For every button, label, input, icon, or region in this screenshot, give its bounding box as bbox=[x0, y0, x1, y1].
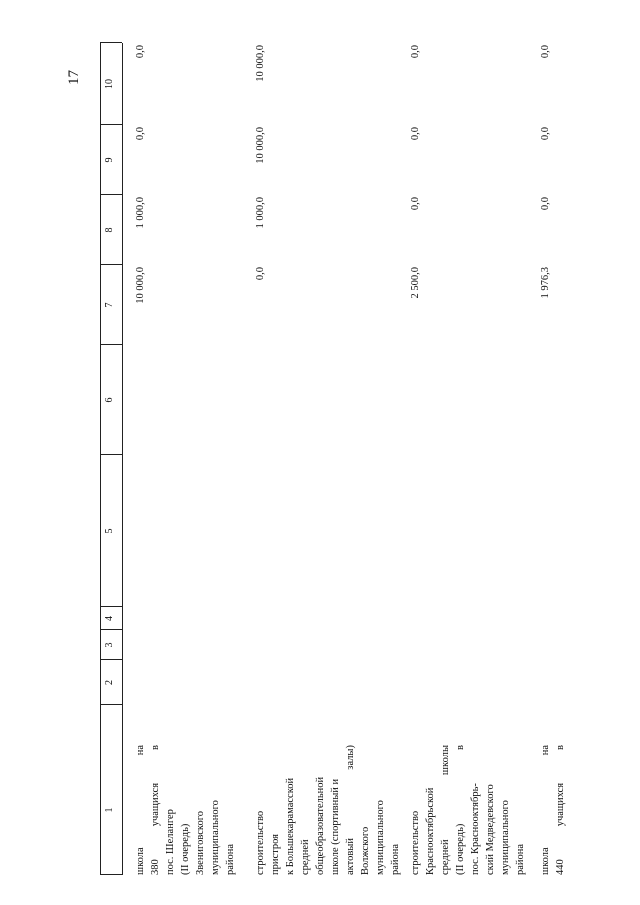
header-column-divider bbox=[100, 874, 122, 875]
description-line bbox=[438, 745, 453, 875]
description-text: школе (спортивный и bbox=[330, 778, 341, 875]
description-text: к Большекарамасской bbox=[285, 777, 296, 875]
column-number: 3 bbox=[104, 642, 115, 648]
description-text: общеобразовательной bbox=[315, 776, 326, 875]
row-description bbox=[133, 745, 238, 875]
table-cell-value: 10 000,0 bbox=[255, 45, 266, 82]
description-line bbox=[423, 745, 438, 875]
table-cell-value: 1 000,0 bbox=[135, 197, 146, 229]
description-line bbox=[163, 745, 178, 875]
description-line bbox=[388, 745, 403, 875]
column-number: 2 bbox=[104, 680, 115, 685]
description-text: (II очередь) bbox=[180, 823, 191, 875]
description-text: района bbox=[390, 843, 401, 875]
column-number: 7 bbox=[104, 302, 115, 308]
description-text: пос. Краснооктябрь- bbox=[470, 783, 481, 875]
description-text: залы) bbox=[345, 745, 356, 770]
description-text: района bbox=[515, 843, 526, 875]
description-line bbox=[253, 745, 268, 875]
description-text: муниципального bbox=[210, 800, 221, 875]
description-text: средней bbox=[440, 839, 451, 875]
description-text: школы bbox=[440, 745, 451, 776]
description-text: строительство bbox=[255, 810, 266, 875]
table-cell-value: 1 000,0 bbox=[255, 197, 266, 229]
header-column-divider bbox=[100, 124, 122, 125]
description-text: пристроя bbox=[270, 834, 281, 875]
description-line bbox=[373, 745, 388, 875]
description-text: строительство bbox=[410, 810, 421, 875]
description-text: муниципального bbox=[500, 800, 511, 875]
description-line bbox=[193, 745, 208, 875]
column-number: 9 bbox=[104, 157, 115, 163]
table-cell-value: 0,0 bbox=[540, 197, 551, 211]
column-number: 10 bbox=[104, 79, 115, 89]
description-text: учащихся bbox=[150, 782, 161, 827]
description-line bbox=[208, 745, 223, 875]
description-text: учащихся bbox=[555, 782, 566, 827]
column-number: 8 bbox=[104, 227, 115, 233]
description-line bbox=[328, 745, 343, 875]
description-line bbox=[148, 745, 163, 875]
description-text: района bbox=[225, 843, 236, 875]
description-line bbox=[223, 745, 238, 875]
row-description bbox=[538, 745, 568, 875]
description-line bbox=[498, 745, 513, 875]
description-text: 440 bbox=[555, 859, 566, 875]
column-number: 6 bbox=[104, 397, 115, 403]
description-line bbox=[408, 745, 423, 875]
table-header-bottom-border bbox=[122, 43, 123, 875]
header-column-divider bbox=[100, 704, 122, 705]
header-column-divider bbox=[100, 194, 122, 195]
description-line bbox=[343, 745, 358, 875]
table-cell-value: 0,0 bbox=[410, 197, 421, 211]
description-line bbox=[178, 745, 193, 875]
description-text: пос. Шелангер bbox=[165, 809, 176, 875]
description-text: школа bbox=[135, 847, 146, 875]
description-text: ский Медведевского bbox=[485, 784, 496, 875]
description-text: актовый bbox=[345, 838, 356, 875]
description-line bbox=[553, 745, 568, 875]
row-description bbox=[408, 745, 528, 875]
header-column-divider bbox=[100, 264, 122, 265]
description-text: в bbox=[455, 745, 466, 750]
description-line bbox=[453, 745, 468, 875]
description-line bbox=[358, 745, 373, 875]
header-column-divider bbox=[100, 454, 122, 455]
description-text: на bbox=[540, 745, 551, 756]
description-text: в bbox=[555, 745, 566, 750]
table-cell-value: 0,0 bbox=[410, 45, 421, 59]
table-cell-value: 0,0 bbox=[135, 127, 146, 141]
table-cell-value: 1 976,3 bbox=[540, 267, 551, 299]
row-description bbox=[253, 745, 403, 875]
column-number: 5 bbox=[104, 528, 115, 534]
table-cell-value: 10 000,0 bbox=[255, 127, 266, 164]
description-text: муниципального bbox=[375, 800, 386, 875]
description-text: Краснооктябрьской bbox=[425, 787, 436, 875]
description-line bbox=[283, 745, 298, 875]
description-text: на bbox=[135, 745, 146, 756]
description-line bbox=[268, 745, 283, 875]
column-number: 1 bbox=[104, 807, 115, 813]
description-line bbox=[513, 745, 528, 875]
table-cell-value: 2 500,0 bbox=[410, 267, 421, 299]
description-text: Звениговского bbox=[195, 810, 206, 875]
table-cell-value: 0,0 bbox=[410, 127, 421, 141]
table-cell-value: 0,0 bbox=[540, 45, 551, 59]
page-number: 17 bbox=[66, 70, 82, 85]
description-line bbox=[133, 745, 148, 875]
description-text: средней bbox=[300, 839, 311, 875]
description-text: в bbox=[150, 745, 161, 750]
table-cell-value: 0,0 bbox=[255, 267, 266, 281]
column-number: 4 bbox=[104, 616, 115, 621]
header-column-divider bbox=[100, 606, 122, 607]
table-header-top-border bbox=[100, 43, 101, 875]
description-line bbox=[538, 745, 553, 875]
description-line bbox=[298, 745, 313, 875]
table-cell-value: 10 000,0 bbox=[135, 267, 146, 304]
description-line bbox=[483, 745, 498, 875]
description-text: (II очередь) bbox=[455, 823, 466, 875]
header-column-divider bbox=[100, 659, 122, 660]
description-text: 380 bbox=[150, 859, 161, 875]
description-text: Волжского bbox=[360, 826, 371, 875]
header-column-divider bbox=[100, 42, 122, 43]
header-column-divider bbox=[100, 629, 122, 630]
description-text: школа bbox=[540, 847, 551, 875]
description-line bbox=[313, 745, 328, 875]
description-line bbox=[468, 745, 483, 875]
header-column-divider bbox=[100, 344, 122, 345]
table-cell-value: 0,0 bbox=[540, 127, 551, 141]
table-cell-value: 0,0 bbox=[135, 45, 146, 59]
